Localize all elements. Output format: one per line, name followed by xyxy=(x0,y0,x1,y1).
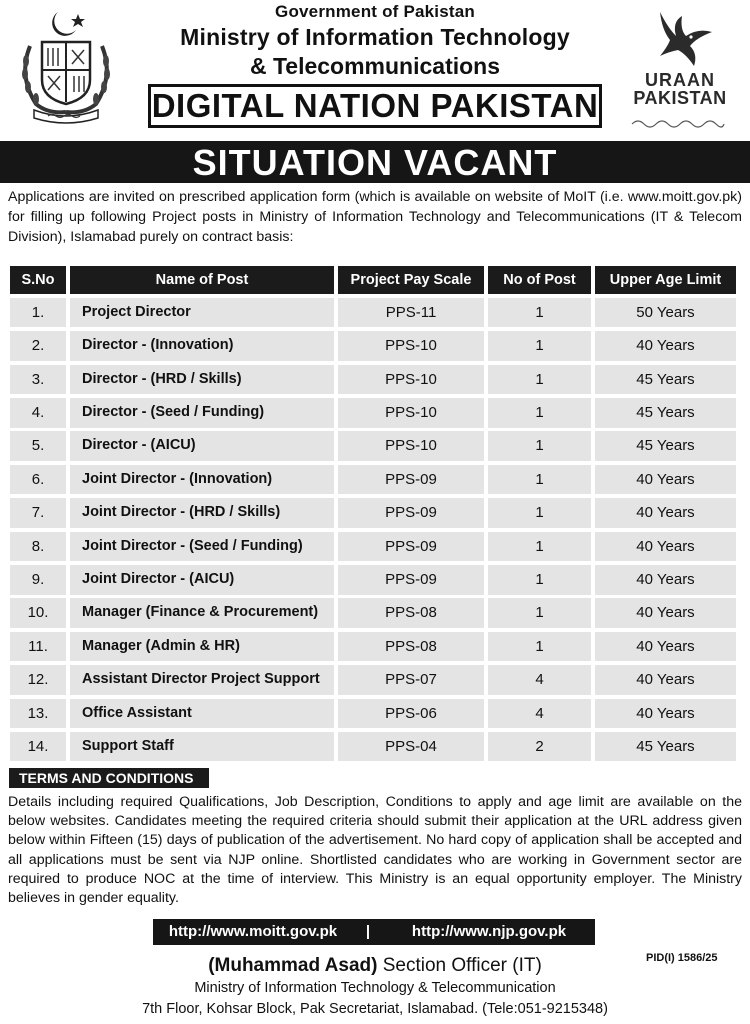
row-post-name: Office Assistant xyxy=(70,699,334,729)
row-pay-scale: PPS-09 xyxy=(338,498,484,528)
row-post-name: Assistant Director Project Support xyxy=(70,665,334,695)
row-sno: 7. xyxy=(10,498,66,528)
row-no-of-post: 4 xyxy=(488,665,591,695)
row-age-limit: 40 Years xyxy=(595,498,736,528)
row-post-name: Director - (AICU) xyxy=(70,431,334,461)
row-no-of-post: 2 xyxy=(488,732,591,762)
moitt-link[interactable]: http://www.moitt.gov.pk xyxy=(168,923,338,940)
row-pay-scale: PPS-09 xyxy=(338,565,484,595)
row-sno: 5. xyxy=(10,431,66,461)
table-body xyxy=(10,298,740,762)
row-age-limit: 40 Years xyxy=(595,632,736,662)
row-pay-scale: PPS-10 xyxy=(338,398,484,428)
row-no-of-post: 4 xyxy=(488,699,591,729)
officer-title: Section Officer (IT) xyxy=(377,955,542,976)
table-row xyxy=(10,732,740,762)
posts-table xyxy=(10,266,740,761)
logo-word-1: URAAN xyxy=(645,70,715,90)
row-no-of-post: 1 xyxy=(488,565,591,595)
row-age-limit: 45 Years xyxy=(595,398,736,428)
row-pay-scale: PPS-06 xyxy=(338,699,484,729)
row-age-limit: 40 Years xyxy=(595,331,736,361)
row-no-of-post: 1 xyxy=(488,298,591,328)
row-post-name: Director - (Innovation) xyxy=(70,331,334,361)
row-age-limit: 40 Years xyxy=(595,598,736,628)
row-age-limit: 45 Years xyxy=(595,431,736,461)
row-post-name: Joint Director - (Seed / Funding) xyxy=(70,532,334,562)
table-row xyxy=(10,398,740,428)
row-no-of-post: 1 xyxy=(488,598,591,628)
header-pay-scale: Project Pay Scale xyxy=(338,266,484,294)
logo-tagline-script xyxy=(628,116,732,128)
signatory-ministry: Ministry of Information Technology & Telecommunication xyxy=(194,980,556,996)
table-row xyxy=(10,532,740,562)
links-bar xyxy=(153,919,595,945)
signatory xyxy=(0,955,750,977)
table-row xyxy=(10,498,740,528)
row-age-limit: 45 Years xyxy=(595,732,736,762)
links-separator: | xyxy=(365,923,371,940)
table-row xyxy=(10,699,740,729)
row-sno: 13. xyxy=(10,699,66,729)
pid-number: PID(I) 1586/25 xyxy=(646,952,718,964)
table-row xyxy=(10,465,740,495)
row-no-of-post: 1 xyxy=(488,431,591,461)
row-age-limit: 40 Years xyxy=(595,565,736,595)
uraan-pakistan-logo xyxy=(620,6,740,136)
row-sno: 11. xyxy=(10,632,66,662)
row-post-name: Joint Director - (HRD / Skills) xyxy=(70,498,334,528)
row-post-name: Manager (Finance & Procurement) xyxy=(70,598,334,628)
row-age-limit: 40 Years xyxy=(595,532,736,562)
row-sno: 8. xyxy=(10,532,66,562)
header-age-limit: Upper Age Limit xyxy=(595,266,736,294)
row-sno: 6. xyxy=(10,465,66,495)
row-age-limit: 40 Years xyxy=(595,665,736,695)
row-no-of-post: 1 xyxy=(488,331,591,361)
table-row xyxy=(10,632,740,662)
table-row xyxy=(10,598,740,628)
table-row xyxy=(10,365,740,395)
table-header xyxy=(10,266,740,294)
terms-heading: TERMS AND CONDITIONS xyxy=(9,768,209,788)
row-post-name: Joint Director - (AICU) xyxy=(70,565,334,595)
row-sno: 3. xyxy=(10,365,66,395)
row-pay-scale: PPS-04 xyxy=(338,732,484,762)
row-age-limit: 40 Years xyxy=(595,699,736,729)
row-no-of-post: 1 xyxy=(488,365,591,395)
header-name-of-post: Name of Post xyxy=(70,266,334,294)
row-sno: 14. xyxy=(10,732,66,762)
row-sno: 1. xyxy=(10,298,66,328)
row-pay-scale: PPS-08 xyxy=(338,632,484,662)
row-post-name: Manager (Admin & HR) xyxy=(70,632,334,662)
njp-link[interactable]: http://www.njp.gov.pk xyxy=(411,923,567,940)
ministry-title-line-2: & Telecommunications xyxy=(249,53,501,79)
row-age-limit: 45 Years xyxy=(595,365,736,395)
table-row xyxy=(10,665,740,695)
program-title: DIGITAL NATION PAKISTAN xyxy=(148,84,602,128)
table-row xyxy=(10,298,740,328)
terms-body: Details including required Qualifications, Job Description, Conditions to apply and age limit are available on the below websites. Candidates meeting the required criteria should submit their application at the URL address given below within Fifteen (15) days of publication of the advertisement. No hard copy of application shall be accepted and all applications must be sent via NJP online. Shortlisted candidates who are working in Government sector are required to produce NOC at the time of interview. This Ministry is an equal opportunity employer. The Ministry believes in gender equality. xyxy=(8,794,742,907)
row-pay-scale: PPS-10 xyxy=(338,331,484,361)
row-sno: 2. xyxy=(10,331,66,361)
row-sno: 10. xyxy=(10,598,66,628)
government-title: Government of Pakistan xyxy=(275,2,475,21)
eagle-icon xyxy=(620,6,740,70)
officer-name: (Muhammad Asad) xyxy=(208,955,378,976)
row-pay-scale: PPS-11 xyxy=(338,298,484,328)
row-sno: 9. xyxy=(10,565,66,595)
ministry-title-line-1: Ministry of Information Technology xyxy=(180,24,570,50)
row-pay-scale: PPS-09 xyxy=(338,532,484,562)
table-row xyxy=(10,431,740,461)
row-post-name: Director - (HRD / Skills) xyxy=(70,365,334,395)
table-row xyxy=(10,565,740,595)
row-age-limit: 40 Years xyxy=(595,465,736,495)
header-no-of-post: No of Post xyxy=(488,266,591,294)
intro-paragraph: Applications are invited on prescribed application form (which is available on website of MoIT (i.e. www.moitt.gov.pk) for filling up following Project posts in Ministry of Information Technology and Telecommunications (IT & Telecom Division), Islamabad purely on contract basis: xyxy=(8,189,742,245)
row-pay-scale: PPS-09 xyxy=(338,465,484,495)
row-post-name: Support Staff xyxy=(70,732,334,762)
row-no-of-post: 1 xyxy=(488,532,591,562)
row-no-of-post: 1 xyxy=(488,498,591,528)
signatory-address: 7th Floor, Kohsar Block, Pak Secretariat, Islamabad. (Tele:051-9215348) xyxy=(142,1001,608,1017)
situation-vacant-banner: SITUATION VACANT xyxy=(0,141,750,183)
row-age-limit: 50 Years xyxy=(595,298,736,328)
table-row xyxy=(10,331,740,361)
row-pay-scale: PPS-08 xyxy=(338,598,484,628)
row-pay-scale: PPS-10 xyxy=(338,431,484,461)
row-pay-scale: PPS-10 xyxy=(338,365,484,395)
row-no-of-post: 1 xyxy=(488,632,591,662)
row-sno: 4. xyxy=(10,398,66,428)
row-post-name: Joint Director - (Innovation) xyxy=(70,465,334,495)
header-sno: S.No xyxy=(10,266,66,294)
row-sno: 12. xyxy=(10,665,66,695)
row-pay-scale: PPS-07 xyxy=(338,665,484,695)
row-post-name: Director - (Seed / Funding) xyxy=(70,398,334,428)
logo-word-2: PAKISTAN xyxy=(633,88,727,108)
row-no-of-post: 1 xyxy=(488,398,591,428)
row-no-of-post: 1 xyxy=(488,465,591,495)
advert-header xyxy=(0,0,750,142)
row-post-name: Project Director xyxy=(70,298,334,328)
